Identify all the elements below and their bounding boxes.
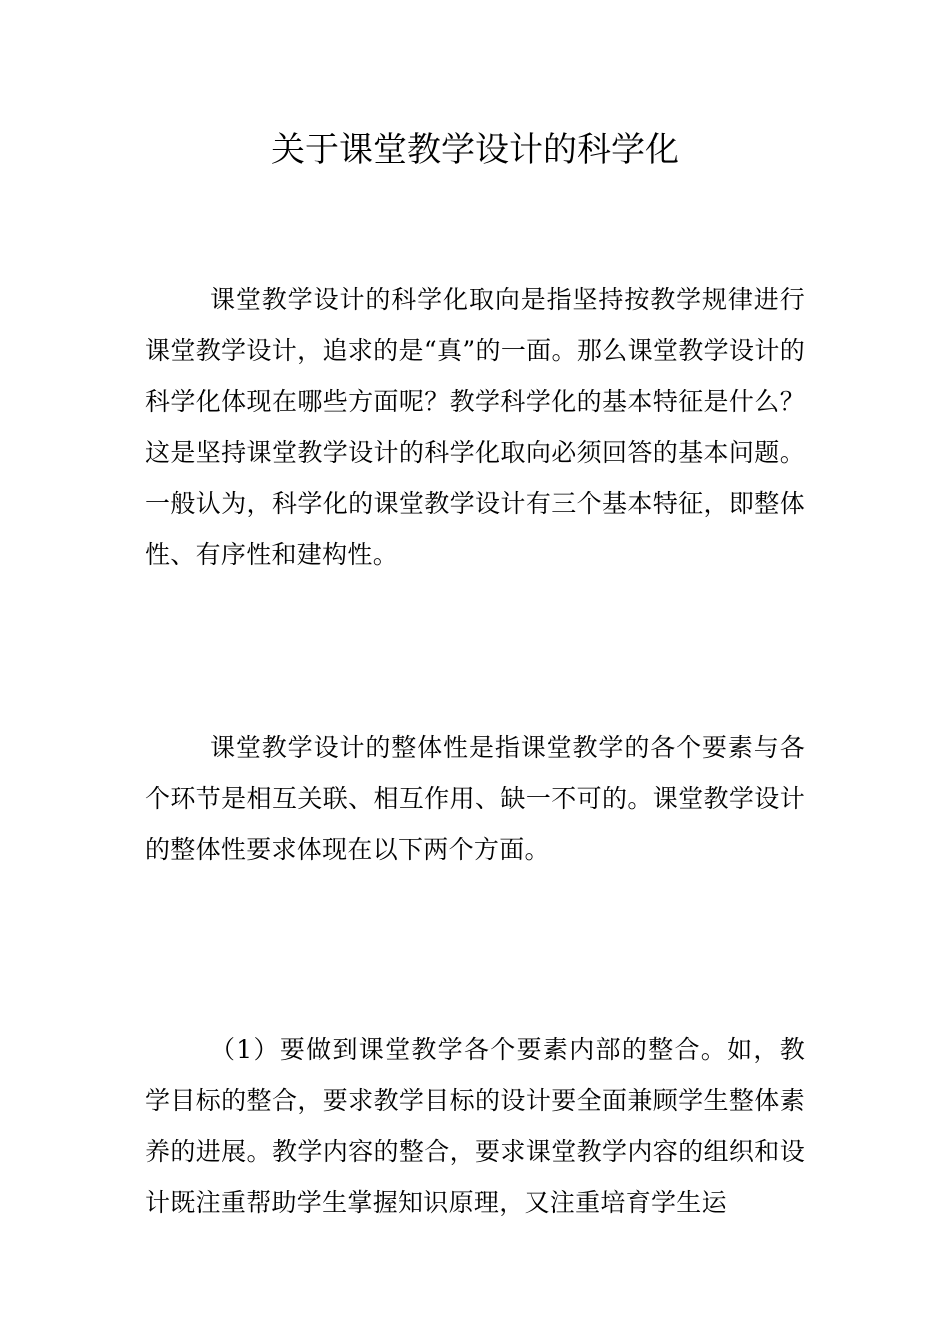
paragraph-integrity: 课堂教学设计的整体性是指课堂教学的各个要素与各个环节是相互关联、相互作用、缺一不可的。课堂教学设计的整体性要求体现在以下两个方面。 xyxy=(145,733,805,864)
paragraph-scientific-orientation: 课堂教学设计的科学化取向是指坚持按教学规律进行课堂教学设计，追求的是“真”的一面。那么课堂教学设计的科学化体现在哪些方面呢？教学科学化的基本特征是什么？这是坚持课堂教学设计的科学化取向必须回答的基本问题。一般认为，科学化的课堂教学设计有三个基本特征，即整体性、有序性和建构性。 xyxy=(145,285,805,569)
paragraph-element-integration: （1）要做到课堂教学各个要素内部的整合。如，教学目标的整合，要求教学目标的设计要全面兼顾学生整体素养的进展。教学内容的整合，要求课堂教学内容的组织和设计既注重帮助学生掌握知识原理，又注重培育学生运 xyxy=(145,1035,805,1217)
document-title: 关于课堂教学设计的科学化 xyxy=(271,130,679,170)
